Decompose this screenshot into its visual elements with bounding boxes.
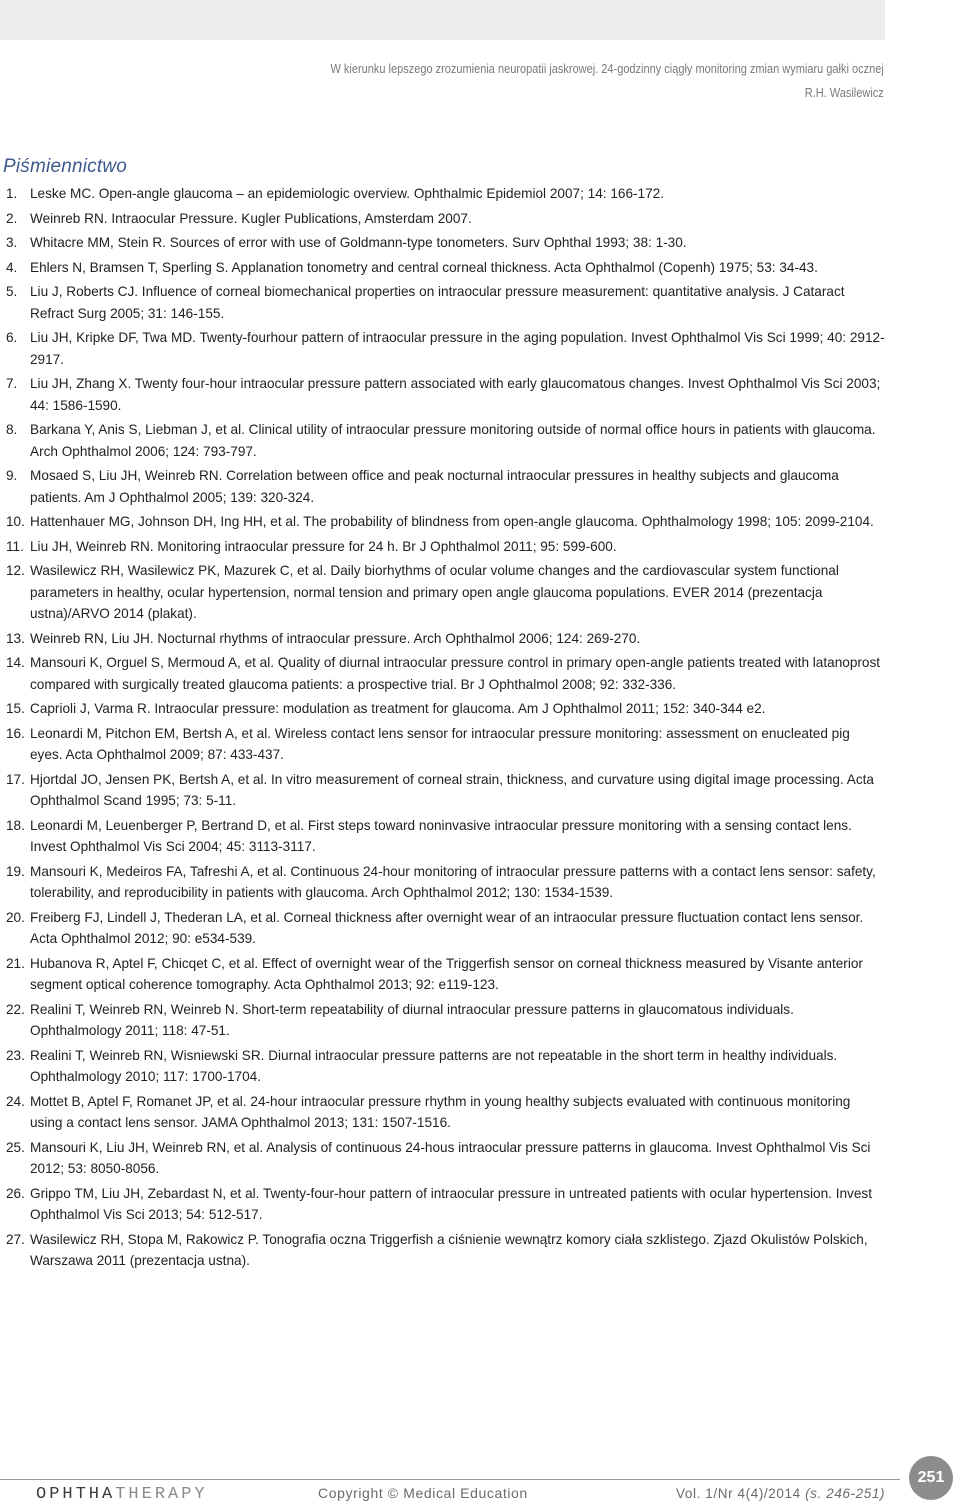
brand-secondary: THERAPY bbox=[115, 1485, 208, 1504]
reference-text: Caprioli J, Varma R. Intraocular pressure: modulation as treatment for glaucoma. Am J Ophthalmol 2011; 152: 340-344 e2. bbox=[30, 701, 766, 716]
reference-text: Hjortdal JO, Jensen PK, Bertsh A, et al. In vitro measurement of corneal strain, thickness, and curvature using digital image processing. Acta Ophthalmol Scand 1995; 73: 5-11. bbox=[30, 771, 874, 808]
reference-item bbox=[6, 999, 886, 1042]
volume-info bbox=[676, 1486, 885, 1501]
reference-text: Hattenhauer MG, Johnson DH, Ing HH, et al. The probability of blindness from open-angle glaucoma. Ophthalmology 1998; 105: 2099-2104. bbox=[30, 514, 874, 529]
reference-number: 27. bbox=[6, 1231, 25, 1247]
footer-divider bbox=[0, 1479, 900, 1480]
reference-text: Leonardi M, Leuenberger P, Bertrand D, et al. First steps toward noninvasive intraocular pressure monitoring with a sensing contact lens. Invest Ophthalmol Vis Sci 2004; 45: 3113-3117. bbox=[30, 817, 852, 854]
reference-text: Leonardi M, Pitchon EM, Bertsh A, et al. Wireless contact lens sensor for intraocular pressure monitoring: assessment on enucleated pig eyes. Acta Ophthalmol 2009; 87: 433-437. bbox=[30, 725, 850, 762]
reference-number: 8. bbox=[6, 422, 18, 437]
reference-item bbox=[6, 698, 886, 720]
reference-text: Realini T, Weinreb RN, Weinreb N. Short-term repeatability of diurnal intraocular pressure patterns in glaucomatous individuals. Ophthalmology 2011; 118: 47-51. bbox=[30, 1001, 794, 1038]
reference-number: 24. bbox=[6, 1093, 25, 1109]
reference-item bbox=[6, 511, 886, 533]
reference-number: 17. bbox=[6, 771, 25, 787]
reference-text: Wasilewicz RH, Stopa M, Rakowicz P. Tonografia oczna Triggerfish a ciśnienie wewnątrz komory ciała szklistego. Zjazd Okulistów Polskich, Warszawa 2011 (prezentacja ustna). bbox=[30, 1231, 868, 1268]
reference-number: 26. bbox=[6, 1185, 25, 1201]
top-bar bbox=[0, 0, 885, 40]
reference-text: Mosaed S, Liu JH, Weinreb RN. Correlation between office and peak nocturnal intraocular pressures in healthy subjects and glaucoma patients. Am J Ophthalmol 2005; 139: 320-324. bbox=[30, 468, 839, 505]
reference-number: 5. bbox=[6, 284, 18, 299]
section-title: Piśmiennictwo bbox=[3, 156, 128, 177]
reference-number: 2. bbox=[6, 210, 18, 226]
reference-text: Leske MC. Open-angle glaucoma – an epidemiologic overview. Ophthalmic Epidemiol 2007; 14: 166-172. bbox=[30, 186, 664, 201]
reference-text: Mansouri K, Medeiros FA, Tafreshi A, et al. Continuous 24-hour monitoring of intraocular pressure patterns with a contact lens sensor: safety, tolerability, and reproducibility in patients with glaucoma. Arch Ophthalmol 2012; 130: 1534-1539. bbox=[30, 863, 876, 900]
reference-number: 14. bbox=[6, 655, 25, 670]
reference-number: 22. bbox=[6, 1001, 25, 1017]
reference-item bbox=[6, 1183, 886, 1226]
reference-text: Hubanova R, Aptel F, Chicqet C, et al. Effect of overnight wear of the Triggerfish sensor on corneal thickness measured by Visante anterior segment optical coherence tomography. Acta Ophthalmol 2013; 92: e119-123. bbox=[30, 955, 863, 992]
reference-number: 16. bbox=[6, 725, 25, 741]
reference-item bbox=[6, 907, 886, 950]
reference-item bbox=[6, 1229, 886, 1272]
reference-item bbox=[6, 465, 886, 508]
reference-item bbox=[6, 536, 886, 558]
reference-item bbox=[6, 652, 886, 695]
volume-number: Vol. 1/Nr 4(4)/2014 bbox=[676, 1486, 801, 1501]
reference-item bbox=[6, 373, 886, 416]
reference-number: 25. bbox=[6, 1139, 25, 1155]
reference-text: Liu JH, Zhang X. Twenty four-hour intraocular pressure pattern associated with early glaucomatous changes. Invest Ophthalmol Vis Sci 2003; 44: 1586-1590. bbox=[30, 376, 881, 413]
reference-item bbox=[6, 208, 886, 230]
reference-item bbox=[6, 953, 886, 996]
reference-item bbox=[6, 183, 886, 205]
reference-number: 23. bbox=[6, 1047, 25, 1063]
reference-item bbox=[6, 257, 886, 279]
reference-text: Mansouri K, Liu JH, Weinreb RN, et al. Analysis of continuous 24-hous intraocular pressure patterns in glaucoma. Invest Ophthalmol Vis Sci 2012; 53: 8050-8056. bbox=[30, 1139, 871, 1176]
reference-number: 12. bbox=[6, 563, 25, 578]
reference-text: Liu J, Roberts CJ. Influence of corneal biomechanical properties on intraocular pressure measurement: quantitative analysis. J Cataract Refract Surg 2005; 31: 146-155. bbox=[30, 284, 845, 321]
reference-number: 21. bbox=[6, 955, 25, 971]
reference-number: 19. bbox=[6, 863, 25, 879]
reference-text: Liu JH, Weinreb RN. Monitoring intraocular pressure for 24 h. Br J Ophthalmol 2011; 95: 599-600. bbox=[30, 538, 617, 554]
reference-number: 13. bbox=[6, 630, 25, 646]
reference-number: 18. bbox=[6, 817, 25, 833]
reference-text: Whitacre MM, Stein R. Sources of error with use of Goldmann-type tonometers. Surv Ophthal 1993; 38: 1-30. bbox=[30, 235, 687, 250]
reference-item bbox=[6, 419, 886, 462]
running-header bbox=[331, 57, 884, 105]
reference-number: 1. bbox=[6, 186, 18, 201]
reference-text: Barkana Y, Anis S, Liebman J, et al. Clinical utility of intraocular pressure monitoring outside of normal office hours in patients with glaucoma. Arch Ophthalmol 2006; 124: 793-797. bbox=[30, 422, 876, 459]
reference-number: 10. bbox=[6, 514, 25, 529]
reference-item bbox=[6, 861, 886, 904]
reference-text: Wasilewicz RH, Wasilewicz PK, Mazurek C, et al. Daily biorhythms of ocular volume changes and the cardiovascular system functional parameters in healthy, ocular hypertension, normal tension and primary open angle glaucoma populations. EVER 2014 (prezentacja ustna)/ARVO 2014 (plakat). bbox=[30, 563, 839, 621]
reference-item bbox=[6, 1045, 886, 1088]
reference-number: 7. bbox=[6, 376, 18, 391]
reference-number: 3. bbox=[6, 235, 18, 250]
reference-text: Weinreb RN, Liu JH. Nocturnal rhythms of intraocular pressure. Arch Ophthalmol 2006; 124: 269-270. bbox=[30, 630, 641, 646]
reference-list bbox=[6, 183, 886, 1275]
journal-brand bbox=[36, 1485, 208, 1504]
reference-number: 11. bbox=[6, 538, 24, 554]
reference-item bbox=[6, 815, 886, 858]
reference-number: 6. bbox=[6, 330, 18, 345]
reference-item bbox=[6, 1137, 886, 1180]
running-header-author: R.H. Wasilewicz bbox=[804, 86, 884, 100]
reference-number: 20. bbox=[6, 909, 25, 925]
running-header-title: W kierunku lepszego zrozumienia neuropatii jaskrowej. 24-godzinny ciągły monitoring zmian wymiaru gałki ocznej bbox=[330, 62, 884, 76]
reference-text: Freiberg FJ, Lindell J, Thederan LA, et al. Corneal thickness after overnight wear of an intraocular pressure fluctuation contact lens sensor. Acta Ophthalmol 2012; 90: e534-539. bbox=[30, 909, 864, 946]
reference-text: Ehlers N, Bramsen T, Sperling S. Applanation tonometry and central corneal thickness. Acta Ophthalmol (Copenh) 1975; 53: 34-43. bbox=[30, 259, 818, 275]
reference-item bbox=[6, 769, 886, 812]
brand-primary: OPHTHA bbox=[36, 1485, 116, 1504]
reference-item bbox=[6, 327, 886, 370]
reference-item bbox=[6, 560, 886, 625]
reference-text: Grippo TM, Liu JH, Zebardast N, et al. Twenty-four-hour pattern of intraocular pressure in untreated patients with ocular hypertension. Invest Ophthalmol Vis Sci 2013; 54: 512-517. bbox=[30, 1185, 872, 1222]
copyright-notice: Copyright © Medical Education bbox=[318, 1485, 528, 1501]
reference-item bbox=[6, 723, 886, 766]
reference-item bbox=[6, 628, 886, 650]
page-range: (s. 246-251) bbox=[805, 1486, 886, 1501]
page-number-badge: 251 bbox=[909, 1456, 953, 1500]
reference-text: Mottet B, Aptel F, Romanet JP, et al. 24-hour intraocular pressure rhythm in young healthy subjects evaluated with continuous monitoring using a contact lens sensor. JAMA Ophthalmol 2013; 131: 1507-1516. bbox=[30, 1093, 851, 1130]
reference-number: 4. bbox=[6, 259, 18, 275]
reference-number: 15. bbox=[6, 701, 25, 716]
reference-text: Mansouri K, Orguel S, Mermoud A, et al. Quality of diurnal intraocular pressure control in primary open-angle patients treated with latanoprost compared with surgically treated glaucoma patients: a prospective trial. Br J Ophthalmol 2008; 92: 332-336. bbox=[30, 655, 881, 692]
reference-number: 9. bbox=[6, 468, 18, 483]
reference-item bbox=[6, 232, 886, 254]
reference-item bbox=[6, 1091, 886, 1134]
reference-text: Weinreb RN. Intraocular Pressure. Kugler Publications, Amsterdam 2007. bbox=[30, 210, 472, 226]
reference-item bbox=[6, 281, 886, 324]
reference-text: Liu JH, Kripke DF, Twa MD. Twenty-fourhour pattern of intraocular pressure in the aging population. Invest Ophthalmol Vis Sci 1999; 40: 2912- 2917. bbox=[30, 330, 885, 367]
reference-text: Realini T, Weinreb RN, Wisniewski SR. Diurnal intraocular pressure patterns are not repeatable in the short term in healthy individuals. Ophthalmology 2010; 117: 1700-1704. bbox=[30, 1047, 838, 1084]
